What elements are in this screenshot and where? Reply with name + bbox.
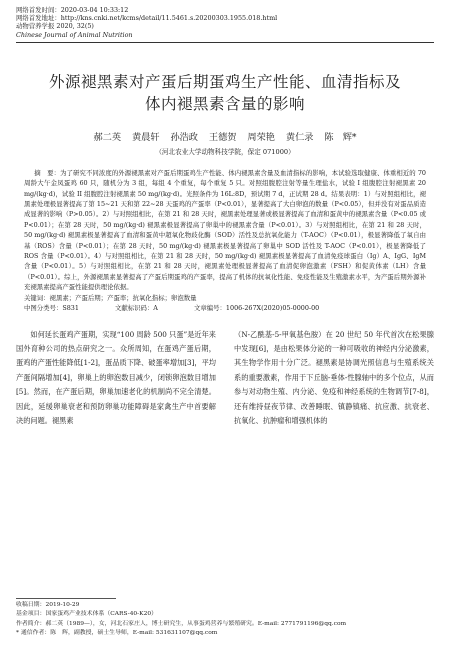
author: 陈 辉*	[324, 131, 357, 143]
affiliation: （河北农业大学动物科技学院，保定 071000）	[155, 147, 295, 156]
journal-name-en: Chinese Journal of Animal Nutrition	[16, 30, 133, 39]
footnote-corresponding: * 通信作者：陈 辉，副教授，硕士生导师，E-mail: 531631107@qq.com	[16, 630, 218, 637]
body-columns	[16, 328, 434, 429]
author: 王德贺	[208, 131, 237, 143]
author: 郝二英	[93, 131, 122, 143]
paper-title	[16, 71, 434, 115]
footnote-rule	[16, 598, 116, 599]
document-code: 文献标识码：A	[114, 304, 158, 313]
article-number: 文章编号：1006-267X(2020)05-0000-00	[193, 304, 320, 313]
footnote-author: 作者简介：郝二英（1989—），女，河北石家庄人，博士研究生，从事蛋鸡营养与繁殖研究。E-mail: 2771791196@qq.com	[16, 620, 347, 627]
author: 黄仁录	[285, 131, 314, 143]
publish-url: 网络首发地址：http://kns.cnki.net/kcms/detail/11.5461.s.20200303.1955.018.html	[16, 14, 278, 23]
header-rule	[16, 42, 434, 43]
author: 孙浩政	[170, 131, 198, 143]
title-line-1: 外源褪黑素对产蛋后期蛋鸡生产性能、血清指标及	[48, 72, 401, 91]
body-column-left: 如何延长蛋鸡产蛋期，实现“100 周龄 500 只蛋”是近年来国外育种公司的热点研究之一。众所周知，在蛋鸡产蛋后期，蛋鸡的产蛋性能降低[1-2]，蛋品质下降、破蛋率增加[3]，平均产蛋间隔增加[4]，卵巢上的卵泡数目减少，闭锁卵泡数目增加[5]。然而，在产蛋后期，卵巢加速老化的机制尚不完全清楚。因此，延缓卵巢衰老和预防卵巢功能障碍是家禽生产中首要解决的问题。褪黑素	[16, 329, 216, 425]
publish-time: 网络首发时间：2020-03-04 10:33:12	[16, 6, 129, 14]
author: 周荣艳	[247, 131, 275, 143]
keywords: 关键词：褪黑素；产蛋后期；产蛋率；抗氧化指标；卵泡数量	[24, 293, 197, 302]
journal-name-cn: 动物营养学报 2020, 32(5)	[16, 22, 94, 31]
classification-line	[24, 303, 426, 313]
body-column-right: （N-乙酰基-5-甲氧基色胺）在 20 世纪 50 年代首次在松果腺中发现[6]，是由松果体分泌的一种可吸收的神经内分泌激素，其生物学作用十分广泛。褪黑素是协调光照信息与生殖系统关系的重要激素，作用于下丘脑-垂体-性腺轴中的多个位点，从而参与对动物生殖、内分泌、免疫和神经系统的生物调节[7-8]，还有维持昼夜节律、改善睡眠、镇静镇痛、抗应激、抗衰老、抗氧化、抗肿瘤和增强机体的	[234, 329, 434, 425]
title-line-2: 体内褪黑素含量的影响	[144, 94, 305, 113]
author-list	[16, 129, 434, 143]
footnote-fund: 基金项目：国家蛋鸡产业技术体系（CARS-40-K20）	[16, 611, 157, 618]
footnotes	[16, 601, 434, 639]
abstract: 摘 要：为了研究不同浓度的外源褪黑素对产蛋后期蛋鸡生产性能、体内褪黑素含量及血清指标的影响，本试验选取健康、体重相近的 70 周龄大午金凤蛋鸡 60 只，随机分为 3 组，每组 4 个重复，每个重复 5 只。对照组腹腔注射等量生理盐水，试验 I 组腹腔注射褪黑素 20 mg/(kg·d)，试验 II 组腹腔注射褪黑素 50 mg/(kg·d)。光照条件为 16L:8D，预试期 7 d，正试期 28 d。结果表明：1）与对照组相比，褪黑素处理极显著提高了第 15~21 天和第 22~28 天蛋鸡的产蛋率（P<0.01），显著提高了大白卵泡的数量（P<0.05），但并没有对蛋品质造成显著的影响（P>0.05）。2）与对照组相比，在第 21 和 28 天时，褪黑素处理显著或极显著提高了血清和蛋黄中的褪黑素含量（P<0.05 或 P<0.01）；在第 28 天时，50 mg/(kg·d) 褪黑素极显著提高了卵巢中的褪黑素含量（P<0.01）。3）与对照组相比，在第 21 和 28 天时，50 mg/(kg·d) 褪黑素极显著提高了血清和蛋黄中超氧化物歧化酶（SOD）活性及总抗氧化能力（T-AOC）（P<0.01），极显著降低了氧自由基（ROS）含量（P<0.01）；在第 28 天时，50 mg/(kg·d) 褪黑素极显著提高了卵巢中 SOD 活性及 T-AOC（P<0.01），极显著降低了 ROS 含量（P<0.01）。4）与对照组相比，在第 21 和 28 天时，50 mg/(kg·d) 褪黑素极显著提高了血清免疫球蛋白（Ig）A、IgG、IgM 含量（P<0.01）。5）与对照组相比，在第 21 和 28 天时，褪黑素处理极显著提高了血清促卵泡激素（FSH）和促黄体素（LH）含量（P<0.01）。综上，外源褪黑素显著提高了产蛋后期蛋鸡的产蛋率，提高了机体的抗氧化性能、免疫性能及生殖激素水平，为产蛋后期外源补充褪黑素提高产蛋性能提供理论依据。	[24, 168, 426, 292]
clc-number: 中图分类号：S831	[24, 304, 79, 313]
author: 黄晨轩	[131, 131, 160, 143]
footnote-received: 收稿日期：2019-10-29	[16, 602, 80, 608]
